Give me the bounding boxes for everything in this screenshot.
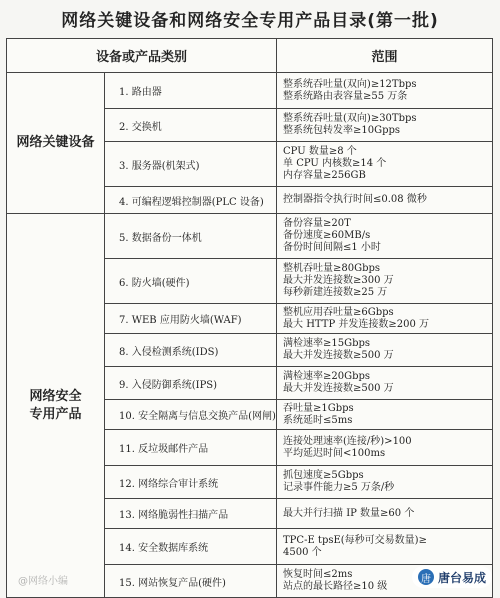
range-line: 连接处理速率(连接/秒)>100 — [283, 435, 412, 447]
range-line: 备份容量≥20T — [283, 218, 351, 229]
range-line: 最大并发连接数≥500 万 — [283, 383, 394, 394]
range-line: 4500 个 — [283, 546, 322, 558]
range-line: 记录事件能力≥5 万条/秒 — [283, 482, 395, 493]
category-cell — [7, 214, 105, 598]
header-range: 范围 — [277, 39, 493, 73]
item-name: 6. 防火墙(硬件) — [105, 259, 277, 304]
range-line: 备份时间间隔≤1 小时 — [283, 242, 381, 253]
brand-circle-icon: 唐 — [418, 569, 434, 585]
range-cell — [277, 187, 493, 214]
range-line: 吞吐量≥1Gbps — [283, 402, 354, 414]
range-line: 整系统吞吐量(双向)≥12Tbps — [283, 78, 417, 90]
page-title: 网络关键设备和网络安全专用产品目录(第一批) — [61, 11, 439, 31]
range-cell — [277, 73, 493, 109]
range-line: 最大并发连接数≥300 万 — [283, 275, 394, 286]
range-line: 系统延时≤5ms — [283, 414, 353, 426]
range-cell — [277, 466, 493, 499]
item-name: 3. 服务器(机架式) — [105, 142, 277, 187]
range-cell — [277, 400, 493, 430]
range-line: CPU 数量≥8 个 — [283, 146, 357, 157]
range-line: 整系统包转发率≥10Gpps — [283, 125, 401, 136]
item-name: 12. 网络综合审计系统 — [105, 466, 277, 499]
watermark-text: @网络小编 — [18, 576, 68, 587]
table-header-row — [7, 39, 493, 73]
range-line: 整系统路由表容量≥55 万条 — [283, 90, 408, 102]
range-cell — [277, 430, 493, 466]
item-name: 8. 入侵检测系统(IDS) — [105, 334, 277, 367]
range-line: 内存容量≥256GB — [283, 170, 366, 181]
table-row — [7, 214, 493, 259]
item-name: 9. 入侵防御系统(IPS) — [105, 367, 277, 400]
range-line: 单 CPU 内核数≥14 个 — [283, 158, 387, 169]
header-category: 设备或产品类别 — [7, 39, 277, 73]
range-line: 整机吞吐量≥80Gbps — [283, 263, 381, 274]
range-line: 整系统吞吐量(双向)≥30Tbps — [283, 113, 417, 124]
range-line: 站点的最长路径≥10 级 — [283, 581, 388, 592]
range-cell — [277, 529, 493, 565]
item-name: 11. 反垃圾邮件产品 — [105, 430, 277, 466]
item-name: 10. 安全隔离与信息交换产品(网闸) — [105, 400, 277, 430]
category-cell — [7, 73, 105, 214]
range-cell — [277, 142, 493, 187]
range-line: 备份速度≥60MB/s — [283, 230, 371, 241]
range-cell — [277, 334, 493, 367]
range-line: 每秒新建连接数≥25 万 — [283, 287, 388, 298]
range-line: 恢复时间≤2ms — [283, 569, 353, 580]
category-label: 专用产品 — [29, 406, 82, 422]
range-line: 最大并发连接数≥500 万 — [283, 350, 394, 361]
range-cell — [277, 499, 493, 529]
category-label: 网络关键设备 — [16, 135, 95, 150]
range-cell — [277, 367, 493, 400]
range-cell — [277, 259, 493, 304]
brand-badge — [412, 566, 492, 588]
range-line: TPC-E tpsE(每秒可交易数量)≥ — [283, 534, 427, 546]
range-line: 整机应用吞吐量≥6Gbps — [283, 306, 394, 318]
range-cell — [277, 304, 493, 334]
table-row — [7, 73, 493, 109]
product-catalog-table — [6, 38, 493, 598]
item-name: 14. 安全数据库系统 — [105, 529, 277, 565]
item-name: 13. 网络脆弱性扫描产品 — [105, 499, 277, 529]
range-cell — [277, 214, 493, 259]
range-line: 最大并行扫描 IP 数量≥60 个 — [283, 507, 415, 519]
range-line: 最大 HTTP 并发连接数≥200 万 — [283, 318, 429, 330]
item-name: 1. 路由器 — [105, 73, 277, 109]
item-name: 15. 网站恢复产品(硬件) — [105, 565, 277, 598]
item-name: 4. 可编程逻辑控制器(PLC 设备) — [105, 187, 277, 214]
item-name: 7. WEB 应用防火墙(WAF) — [105, 304, 277, 334]
range-line: 控制器指令执行时间≤0.08 微秒 — [283, 194, 427, 205]
range-cell — [277, 109, 493, 142]
category-label: 网络安全 — [29, 388, 82, 404]
range-line: 满检速率≥15Gbps — [283, 338, 371, 349]
range-line: 平均延迟时间<100ms — [283, 447, 386, 459]
item-name: 5. 数据备份一体机 — [105, 214, 277, 259]
item-name: 2. 交换机 — [105, 109, 277, 142]
range-line: 抓包速度≥5Gbps — [283, 470, 364, 481]
brand-name: 唐台易成 — [437, 570, 486, 585]
range-line: 满检速率≥20Gbps — [283, 371, 371, 382]
